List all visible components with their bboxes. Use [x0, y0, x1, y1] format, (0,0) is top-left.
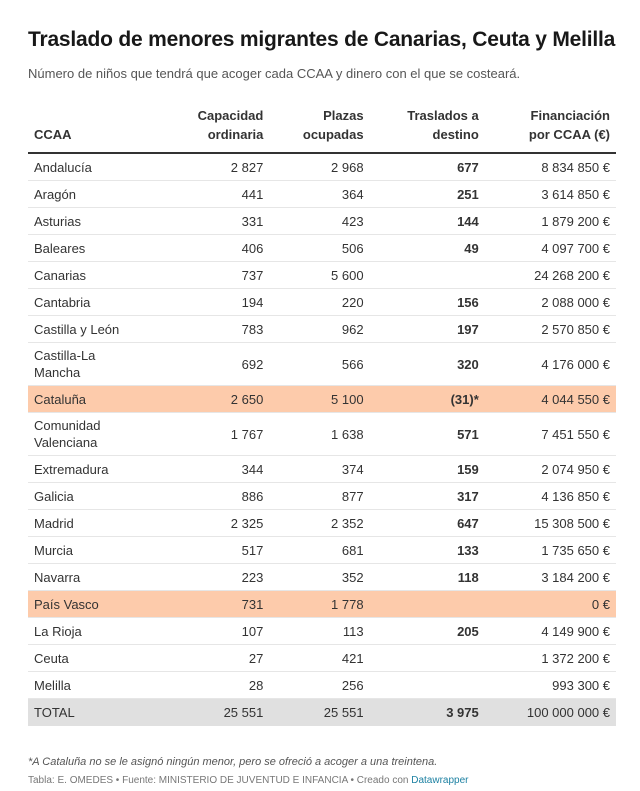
table-row [28, 537, 616, 564]
table-row [28, 456, 616, 483]
financiacion-cell: 4 136 850 € [485, 483, 616, 510]
capacidad-cell: 331 [162, 208, 269, 235]
table-row [28, 262, 616, 289]
plazas-cell: 2 968 [269, 153, 369, 181]
ccaa-cell: Canarias [28, 262, 162, 289]
capacidad-cell: 27 [162, 645, 269, 672]
table-row [28, 413, 616, 456]
ccaa-cell: Murcia [28, 537, 162, 564]
column-header-label: Capacidad [197, 108, 264, 123]
traslados-cell: 251 [370, 181, 485, 208]
ccaa-cell: Navarra [28, 564, 162, 591]
capacidad-cell: 107 [162, 618, 269, 645]
ccaa-cell: Aragón [28, 181, 162, 208]
financiacion-cell: 4 149 900 € [485, 618, 616, 645]
financiacion-cell: 4 176 000 € [485, 343, 616, 386]
traslados-cell: 133 [370, 537, 485, 564]
table-row [28, 483, 616, 510]
traslados-cell: 677 [370, 153, 485, 181]
financiacion-cell: 4 097 700 € [485, 235, 616, 262]
traslados-cell: 197 [370, 316, 485, 343]
capacidad-cell: 1 767 [162, 413, 269, 456]
financiacion-cell: 1 879 200 € [485, 208, 616, 235]
column-header-label: Financiación [530, 108, 610, 123]
table-row [28, 208, 616, 235]
financiacion-cell: 2 088 000 € [485, 289, 616, 316]
plazas-cell: 2 352 [269, 510, 369, 537]
capacidad-cell: 441 [162, 181, 269, 208]
capacidad-cell: 406 [162, 235, 269, 262]
plazas-cell: 256 [269, 672, 369, 699]
traslados-cell [370, 262, 485, 289]
plazas-cell: 681 [269, 537, 369, 564]
plazas-cell: 374 [269, 456, 369, 483]
column-header[interactable] [28, 106, 162, 153]
column-header-label: Plazas [323, 108, 364, 123]
table-row [28, 181, 616, 208]
traslados-cell: (31)* [370, 386, 485, 413]
financiacion-cell: 24 268 200 € [485, 262, 616, 289]
plazas-cell: 5 600 [269, 262, 369, 289]
traslados-cell: 647 [370, 510, 485, 537]
traslados-cell: 571 [370, 413, 485, 456]
column-header-label: destino [432, 127, 479, 142]
ccaa-cell: Melilla [28, 672, 162, 699]
table-row [28, 235, 616, 262]
capacidad-cell: 731 [162, 591, 269, 618]
traslados-cell: 49 [370, 235, 485, 262]
capacidad-cell: 344 [162, 456, 269, 483]
capacidad-cell: 2 827 [162, 153, 269, 181]
column-header[interactable] [269, 106, 369, 153]
ccaa-cell: Castilla y León [28, 316, 162, 343]
table-row [28, 672, 616, 699]
table-row [28, 591, 616, 618]
capacidad-cell: 692 [162, 343, 269, 386]
table-row [28, 510, 616, 537]
plazas-cell: 506 [269, 235, 369, 262]
plazas-cell: 352 [269, 564, 369, 591]
plazas-cell: 220 [269, 289, 369, 316]
plazas-cell: 962 [269, 316, 369, 343]
capacidad-cell: 28 [162, 672, 269, 699]
plazas-cell: 566 [269, 343, 369, 386]
financiacion-cell: 3 184 200 € [485, 564, 616, 591]
financiacion-cell: 7 451 550 € [485, 413, 616, 456]
capacidad-cell: 223 [162, 564, 269, 591]
financiacion-cell: 0 € [485, 591, 616, 618]
column-header-label: Traslados a [407, 108, 479, 123]
plazas-cell: 364 [269, 181, 369, 208]
financiacion-cell: 4 044 550 € [485, 386, 616, 413]
traslados-cell: 317 [370, 483, 485, 510]
financiacion-cell: 993 300 € [485, 672, 616, 699]
capacidad-cell: 737 [162, 262, 269, 289]
datawrapper-link[interactable]: Datawrapper [411, 775, 469, 786]
ccaa-cell: Cataluña [28, 386, 162, 413]
plazas-cell: 25 551 [269, 699, 369, 727]
traslados-cell: 156 [370, 289, 485, 316]
table-row [28, 386, 616, 413]
financiacion-cell: 2 074 950 € [485, 456, 616, 483]
capacidad-cell: 2 325 [162, 510, 269, 537]
ccaa-cell: TOTAL [28, 699, 162, 727]
column-header[interactable] [370, 106, 485, 153]
traslados-cell: 118 [370, 564, 485, 591]
table-row [28, 316, 616, 343]
table-header-row [28, 106, 616, 153]
ccaa-cell: Baleares [28, 235, 162, 262]
plazas-cell: 877 [269, 483, 369, 510]
ccaa-cell: País Vasco [28, 591, 162, 618]
ccaa-cell: Ceuta [28, 645, 162, 672]
capacidad-cell: 886 [162, 483, 269, 510]
financiacion-cell: 2 570 850 € [485, 316, 616, 343]
financiacion-cell: 1 372 200 € [485, 645, 616, 672]
plazas-cell: 113 [269, 618, 369, 645]
financiacion-cell: 1 735 650 € [485, 537, 616, 564]
ccaa-cell: Galicia [28, 483, 162, 510]
table-row [28, 153, 616, 181]
capacidad-cell: 517 [162, 537, 269, 564]
financiacion-cell: 3 614 850 € [485, 181, 616, 208]
ccaa-cell: Asturias [28, 208, 162, 235]
traslados-cell [370, 591, 485, 618]
ccaa-cell: Andalucía [28, 153, 162, 181]
ccaa-cell: Comunidad Valenciana [28, 413, 162, 456]
capacidad-cell: 194 [162, 289, 269, 316]
capacidad-cell: 783 [162, 316, 269, 343]
capacidad-cell: 2 650 [162, 386, 269, 413]
chart-subtitle: Número de niños que tendrá que acoger cada CCAA y dinero con el que se costeará. [28, 66, 521, 81]
table-row [28, 645, 616, 672]
financiacion-cell: 15 308 500 € [485, 510, 616, 537]
traslados-cell [370, 645, 485, 672]
table-row [28, 618, 616, 645]
financiacion-cell: 100 000 000 € [485, 699, 616, 727]
traslados-cell [370, 672, 485, 699]
plazas-cell: 423 [269, 208, 369, 235]
column-header[interactable] [485, 106, 616, 153]
financiacion-cell: 8 834 850 € [485, 153, 616, 181]
column-header-label: CCAA [34, 127, 72, 142]
plazas-cell: 421 [269, 645, 369, 672]
column-header-label: ocupadas [302, 127, 364, 142]
plazas-cell: 1 638 [269, 413, 369, 456]
footnote: *A Cataluña no se le asignó ningún menor, pero se ofreció a acoger a una treintena. [28, 756, 438, 768]
total-row [28, 699, 616, 727]
column-header-label: por CCAA (€) [528, 127, 610, 142]
traslados-cell: 3 975 [370, 699, 485, 727]
source-text: Tabla: E. OMEDES • Fuente: MINISTERIO DE JUVENTUD E INFANCIA • Creado con [28, 775, 412, 786]
data-table [28, 106, 616, 726]
capacidad-cell: 25 551 [162, 699, 269, 727]
ccaa-cell: Extremadura [28, 456, 162, 483]
table-row [28, 289, 616, 316]
traslados-cell: 205 [370, 618, 485, 645]
plazas-cell: 5 100 [269, 386, 369, 413]
chart-title: Traslado de menores migrantes de Canarias, Ceuta y Melilla [28, 28, 616, 51]
plazas-cell: 1 778 [269, 591, 369, 618]
traslados-cell: 159 [370, 456, 485, 483]
traslados-cell: 144 [370, 208, 485, 235]
column-header-label: ordinaria [207, 127, 264, 142]
traslados-cell: 320 [370, 343, 485, 386]
table-row [28, 343, 616, 386]
column-header[interactable] [162, 106, 269, 153]
ccaa-cell: Madrid [28, 510, 162, 537]
ccaa-cell: La Rioja [28, 618, 162, 645]
table-row [28, 564, 616, 591]
source-line [28, 775, 469, 786]
ccaa-cell: Castilla-La Mancha [28, 343, 162, 386]
ccaa-cell: Cantabria [28, 289, 162, 316]
